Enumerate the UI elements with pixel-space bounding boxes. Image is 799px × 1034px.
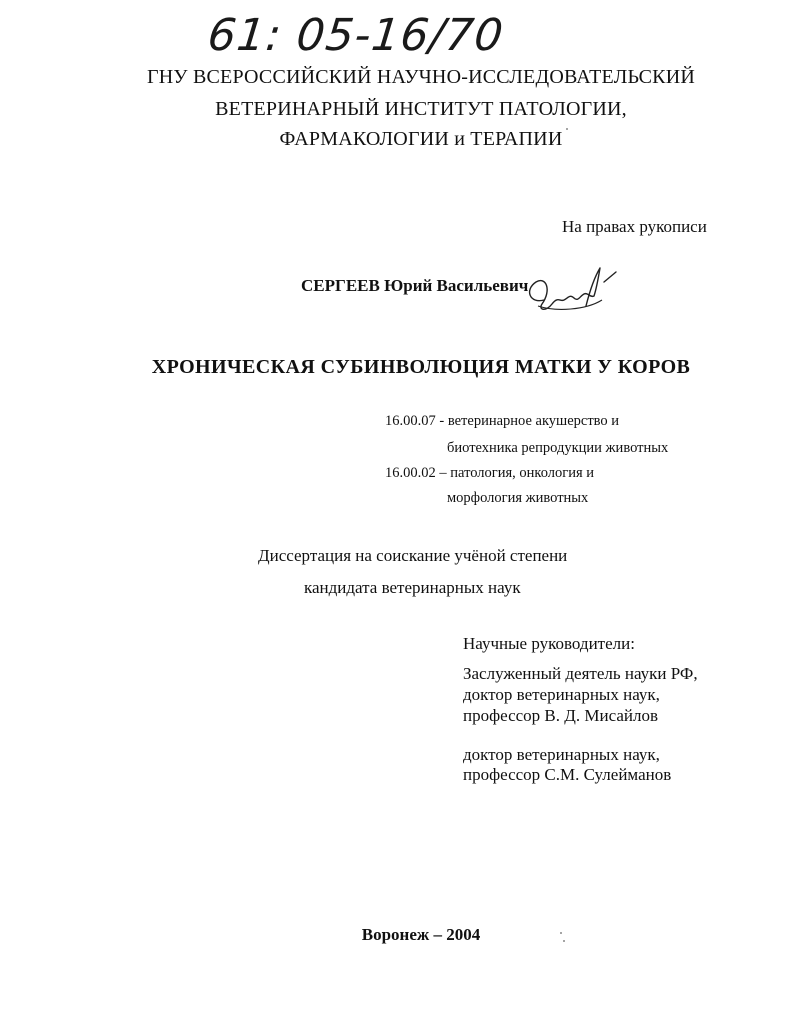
specialty-1-name-line-1: ветеринарное акушерство и	[447, 413, 620, 429]
specialty-2-separator: –	[439, 465, 447, 481]
specialty-1-name-line-2: биотехника репродукции животных	[447, 440, 669, 456]
scan-speck	[563, 940, 565, 942]
institution-line-1: ГНУ ВСЕРОССИЙСКИЙ НАУЧНО-ИССЛЕДОВАТЕЛЬСКИЙ	[146, 66, 696, 88]
specialty-1-separator: -	[439, 413, 445, 429]
specialty-1-line-1	[385, 413, 619, 430]
scan-speck	[560, 932, 562, 934]
institution-line-2: ВЕТЕРИНАРНЫЙ ИНСТИТУТ ПАТОЛОГИИ,	[215, 98, 627, 120]
scan-speck	[566, 128, 568, 130]
specialty-2-code: 16.00.02	[385, 465, 436, 481]
author-given-names: Юрий Васильевич	[384, 276, 529, 295]
supervisor-1-line-1: Заслуженный деятель науки РФ,	[463, 664, 698, 683]
supervisor-1-line-3: профессор В. Д. Мисайлов	[463, 706, 658, 725]
author-signature	[516, 260, 626, 320]
supervisor-2-line-1: доктор ветеринарных наук,	[463, 745, 660, 764]
author-name	[301, 276, 528, 296]
specialty-1-code: 16.00.07	[385, 413, 436, 429]
author-surname: СЕРГЕЕВ	[301, 276, 380, 295]
dissertation-degree-line-1: Диссертация на соискание учёной степени	[258, 546, 568, 565]
institution-line-3: ФАРМАКОЛОГИИ и ТЕРАПИИ	[279, 128, 563, 150]
archive-number: 61: 05-16/70	[205, 10, 507, 61]
manuscript-rights: На правах рукописи	[562, 217, 707, 236]
city-year: Воронеж – 2004	[361, 925, 481, 944]
supervisor-1-line-2: доктор ветеринарных наук,	[463, 685, 660, 704]
supervisors-heading: Научные руководители:	[463, 634, 635, 653]
supervisor-2-line-2: профессор С.М. Сулейманов	[463, 765, 672, 784]
dissertation-degree-line-2: кандидата ветеринарных наук	[304, 578, 521, 597]
specialty-2-name-line-1: патология, онкология и	[450, 465, 595, 481]
specialty-2-line-1	[385, 465, 594, 482]
specialty-2-name-line-2: морфология животных	[447, 490, 589, 506]
dissertation-title: ХРОНИЧЕСКАЯ СУБИНВОЛЮЦИЯ МАТКИ У КОРОВ	[151, 356, 691, 378]
